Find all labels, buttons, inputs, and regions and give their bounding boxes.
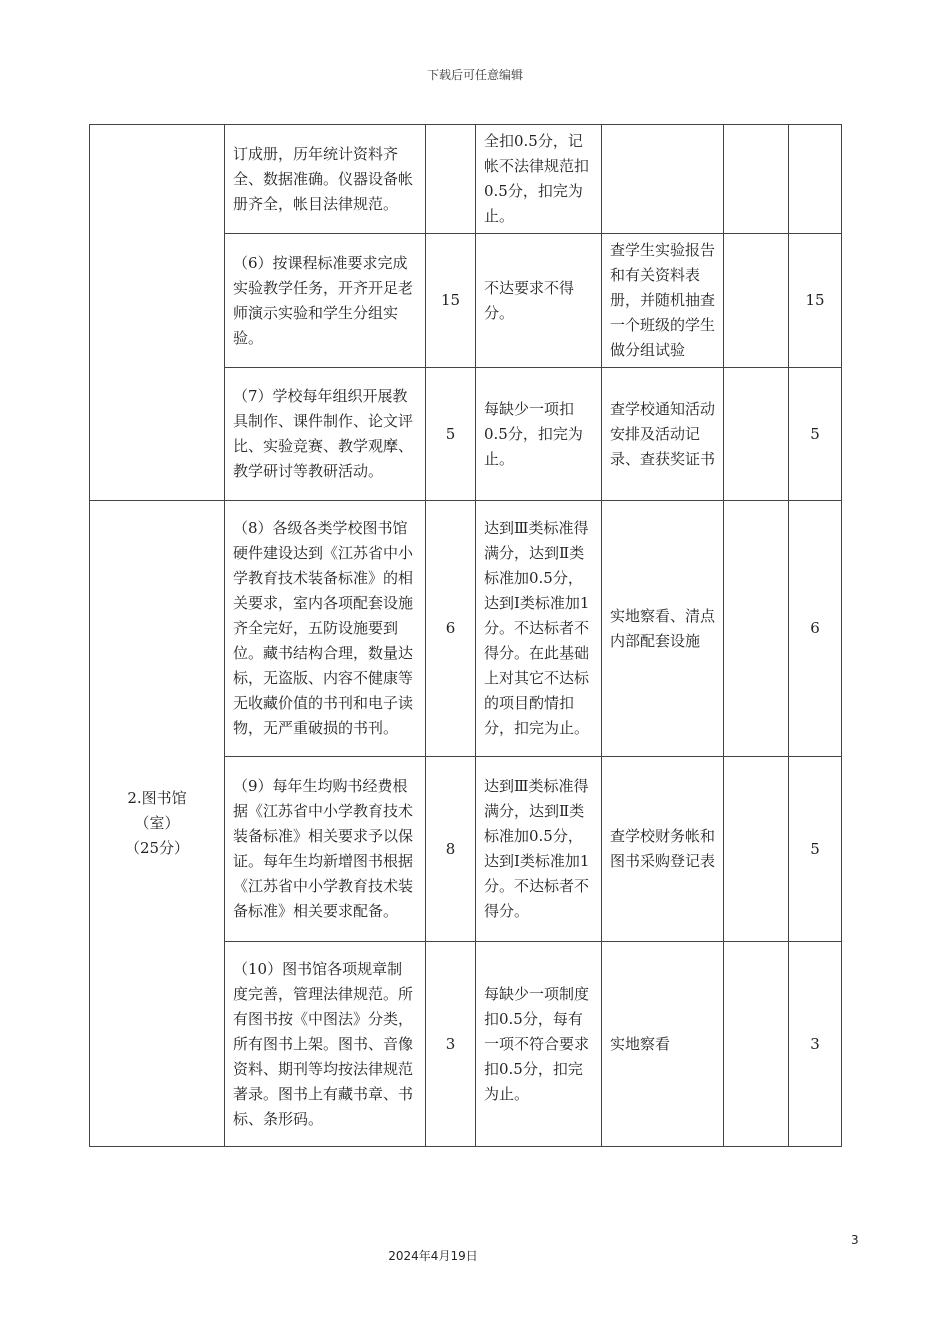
category-subtitle: （室） — [134, 814, 180, 832]
item-content: （10）图书馆各项规章制度完善，管理法律规范。所有图书按《中图法》分类，所有图书上架。图书、音像资料、期刊等均按法律规范著录。图书上有藏书章、书标、条形码。 — [225, 942, 426, 1147]
item-actual-score — [789, 125, 842, 234]
item-content: （7）学校每年组织开展教具制作、课件制作、论文评比、实验竞赛、教学观摩、教学研讨等教研活动。 — [225, 368, 426, 501]
category-points: （25分） — [124, 839, 190, 857]
evaluation-table — [89, 124, 842, 1147]
item-check-method: 查学校通知活动安排及活动记录、查获奖证书 — [602, 368, 724, 501]
item-check-method — [602, 125, 724, 234]
page-header: 下载后可任意编辑 — [426, 68, 523, 82]
table-row — [90, 501, 842, 757]
item-scoring-method: 不达要求不得分。 — [476, 234, 602, 368]
item-content: 订成册，历年统计资料齐全、数据准确。仪器设备帐册齐全，帐目法律规范。 — [225, 125, 426, 234]
item-content: （9）每年生均购书经费根据《江苏省中小学教育技术装备标准》相关要求予以保证。每年生均新增图书根据《江苏省中小学教育技术装备标准》相关要求配备。 — [225, 757, 426, 942]
item-check-method: 查学校财务帐和图书采购登记表 — [602, 757, 724, 942]
category-title: 2.图书馆 — [127, 789, 187, 807]
page-number: 3 — [851, 1233, 859, 1247]
category-cell-previous — [90, 125, 225, 501]
item-check-method: 实地察看 — [602, 942, 724, 1147]
table-row — [90, 125, 842, 234]
item-blank-cell — [724, 234, 789, 368]
item-blank-cell — [724, 757, 789, 942]
item-actual-score: 6 — [789, 501, 842, 757]
item-content: （6）按课程标准要求完成实验教学任务，开齐开足老师演示实验和学生分组实验。 — [225, 234, 426, 368]
item-actual-score: 5 — [789, 757, 842, 942]
item-score: 6 — [426, 501, 476, 757]
footer-date: 2024年4月19日 — [388, 1249, 478, 1263]
item-scoring-method: 达到Ⅲ类标准得满分，达到Ⅱ类标准加0.5分，达到Ⅰ类标准加1分。不达标者不得分。 — [476, 757, 602, 942]
item-content: （8）各级各类学校图书馆硬件建设达到《江苏省中小学教育技术装备标准》的相关要求，室内各项配套设施齐全完好，五防设施要到位。藏书结构合理，数量达标，无盗版、内容不健康等无收藏价值的书刊和电子读物，无严重破损的书刊。 — [225, 501, 426, 757]
item-actual-score: 15 — [789, 234, 842, 368]
item-check-method: 查学生实验报告和有关资料表册，并随机抽查一个班级的学生做分组试验 — [602, 234, 724, 368]
item-scoring-method: 达到Ⅲ类标准得满分，达到Ⅱ类标准加0.5分，达到Ⅰ类标准加1分。不达标者不得分。在此基础上对其它不达标的项目酌情扣分，扣完为止。 — [476, 501, 602, 757]
item-check-method: 实地察看、清点内部配套设施 — [602, 501, 724, 757]
item-score: 5 — [426, 368, 476, 501]
item-actual-score: 3 — [789, 942, 842, 1147]
item-score — [426, 125, 476, 234]
item-blank-cell — [724, 501, 789, 757]
item-blank-cell — [724, 125, 789, 234]
item-actual-score: 5 — [789, 368, 842, 501]
item-score: 8 — [426, 757, 476, 942]
item-scoring-method: 全扣0.5分，记帐不法律规范扣0.5分，扣完为止。 — [476, 125, 602, 234]
item-score: 3 — [426, 942, 476, 1147]
item-blank-cell — [724, 942, 789, 1147]
item-scoring-method: 每缺少一项制度扣0.5分，每有一项不符合要求扣0.5分，扣完为止。 — [476, 942, 602, 1147]
category-cell-library — [90, 501, 225, 1147]
item-blank-cell — [724, 368, 789, 501]
item-score: 15 — [426, 234, 476, 368]
item-scoring-method: 每缺少一项扣0.5分，扣完为止。 — [476, 368, 602, 501]
